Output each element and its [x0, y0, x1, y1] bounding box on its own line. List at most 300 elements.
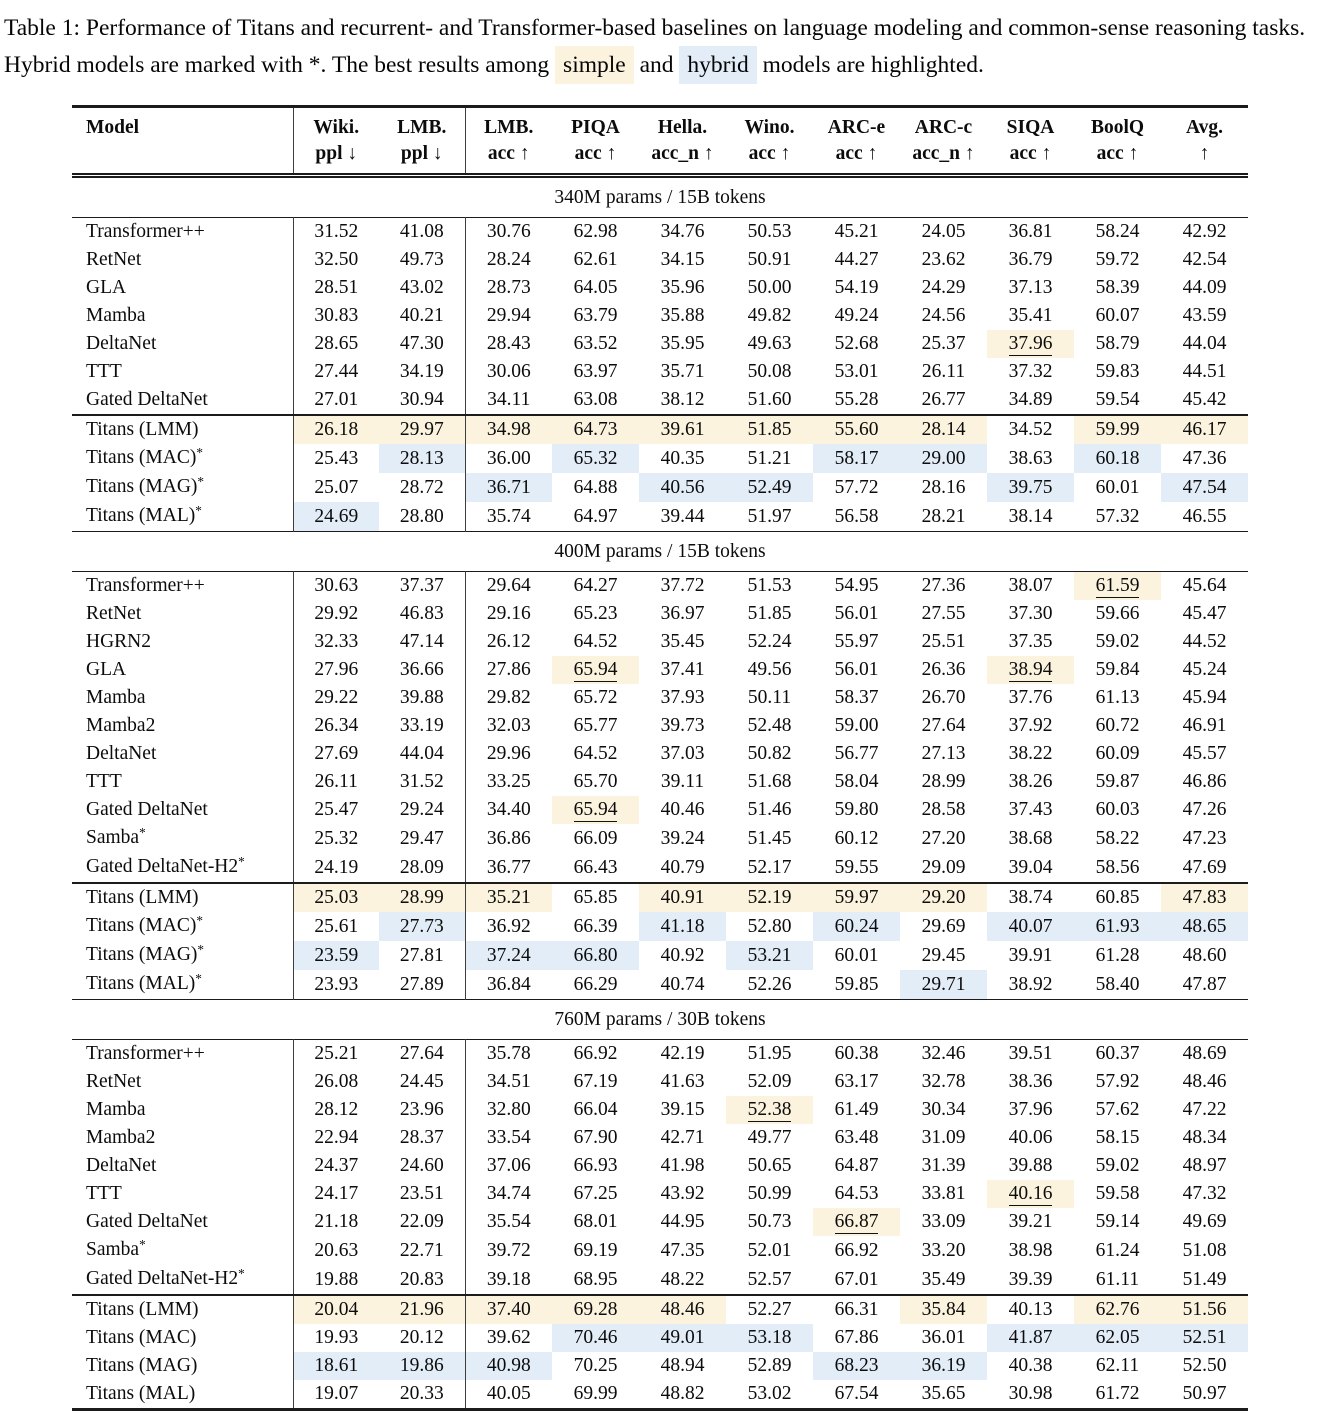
metric-value: 65.85 [573, 887, 618, 908]
caption-text-middle: and [639, 52, 674, 78]
metric-value: 39.15 [660, 1099, 705, 1120]
metric-value: 37.35 [1008, 631, 1053, 652]
metric-value: 44.52 [1182, 631, 1227, 652]
metric-value: 31.52 [314, 221, 359, 242]
metric-value: 61.49 [834, 1099, 879, 1120]
model-name: TTT [72, 768, 293, 796]
model-name: Titans (MAG)* [72, 941, 293, 970]
metric-value: 35.65 [921, 1383, 966, 1404]
metric-value: 48.94 [660, 1355, 705, 1376]
baselines-group [72, 572, 1248, 884]
metric-value: 24.29 [921, 277, 966, 298]
metric-value: 52.50 [1182, 1355, 1227, 1376]
model-name: Titans (MAC)* [72, 912, 293, 941]
table-row [72, 796, 1248, 824]
metric-value: 25.07 [314, 476, 359, 498]
metric-value: 47.22 [1182, 1099, 1227, 1120]
table-header [72, 107, 1248, 176]
metric-value: 38.68 [1008, 827, 1053, 849]
metric-value: 37.76 [1008, 687, 1053, 708]
column-header: PIQA acc ↑ [571, 117, 620, 164]
metric-value: 44.04 [379, 740, 465, 768]
metric-value: 47.26 [1182, 799, 1227, 820]
table-row [72, 684, 1248, 712]
metric-value: 57.32 [1095, 505, 1140, 527]
metric-value: 20.83 [379, 1265, 465, 1295]
table-row [72, 444, 1248, 473]
metric-value: 39.73 [660, 715, 705, 736]
model-name: Transformer++ [72, 1040, 293, 1069]
metric-value: 36.97 [660, 603, 705, 624]
metric-value: 26.12 [486, 631, 531, 652]
metric-value: 38.92 [1008, 973, 1053, 995]
metric-value: 31.09 [921, 1127, 966, 1148]
metric-value: 28.43 [486, 333, 531, 354]
metric-value: 61.24 [1095, 1239, 1140, 1261]
metric-value: 32.46 [921, 1043, 966, 1064]
metric-value: 52.48 [747, 715, 792, 736]
metric-value: 40.92 [660, 944, 705, 966]
metric-value: 33.81 [921, 1183, 966, 1204]
metric-value: 56.58 [834, 505, 879, 527]
metric-value: 36.79 [1008, 249, 1053, 270]
metric-value: 52.09 [747, 1071, 792, 1092]
model-name: Samba* [72, 1236, 293, 1265]
metric-value: 49.63 [747, 333, 792, 354]
metric-value: 48.65 [1161, 912, 1248, 941]
metric-value: 34.52 [1008, 419, 1053, 440]
metric-value: 30.83 [314, 305, 359, 326]
metric-value: 59.97 [813, 883, 900, 912]
table-row [72, 912, 1248, 941]
metric-value: 49.69 [1182, 1211, 1227, 1232]
metric-value: 29.64 [486, 575, 531, 596]
model-name: Gated DeltaNet [72, 386, 293, 415]
metric-value: 24.05 [921, 221, 966, 242]
table-caption [0, 0, 1318, 84]
metric-value: 70.25 [573, 1355, 618, 1376]
underlined-value: 37.96 [1008, 333, 1053, 354]
metric-value: 62.76 [1074, 1295, 1161, 1324]
metric-value: 51.97 [747, 505, 792, 527]
metric-value: 22.94 [314, 1127, 359, 1148]
table-row [72, 768, 1248, 796]
metric-value: 26.77 [921, 389, 966, 410]
metric-value: 59.85 [834, 973, 879, 995]
metric-value: 48.22 [660, 1268, 705, 1290]
table-row [72, 1096, 1248, 1124]
metric-value: 68.01 [573, 1211, 618, 1232]
metric-value: 42.19 [660, 1043, 705, 1064]
metric-value: 45.42 [1182, 389, 1227, 410]
metric-value: 24.69 [293, 502, 379, 532]
metric-value: 56.01 [834, 659, 879, 680]
metric-value: 27.89 [379, 970, 465, 1000]
table-row [72, 740, 1248, 768]
metric-value: 27.86 [486, 659, 531, 680]
metric-value: 37.06 [486, 1155, 531, 1176]
metric-value: 37.92 [1008, 715, 1053, 736]
metric-value: 23.96 [379, 1096, 465, 1124]
hybrid-asterisk: * [238, 1266, 245, 1282]
metric-value: 45.64 [1182, 575, 1227, 596]
metric-value: 60.72 [1095, 715, 1140, 736]
metric-value: 63.52 [573, 333, 618, 354]
metric-value: 27.55 [921, 603, 966, 624]
hybrid-asterisk: * [195, 971, 202, 987]
table-row [72, 1152, 1248, 1180]
metric-value: 20.12 [379, 1324, 465, 1352]
baselines-group [72, 218, 1248, 416]
metric-value: 64.27 [573, 575, 618, 596]
metric-value: 59.83 [1095, 361, 1140, 382]
metric-value: 60.07 [1095, 305, 1140, 326]
table-row [72, 1352, 1248, 1380]
metric-value: 46.55 [1182, 505, 1227, 527]
metric-value: 35.71 [660, 361, 705, 382]
underlined-value: 40.16 [1008, 1183, 1053, 1204]
model-name: RetNet [72, 246, 293, 274]
metric-value: 39.61 [639, 415, 726, 444]
metric-value: 52.26 [747, 973, 792, 995]
metric-value: 58.22 [1095, 827, 1140, 849]
metric-value: 59.02 [1095, 631, 1140, 652]
metric-value: 28.09 [379, 853, 465, 883]
metric-value: 26.11 [314, 771, 358, 792]
metric-value: 36.84 [486, 973, 531, 995]
metric-value: 25.61 [314, 915, 359, 937]
metric-value: 23.51 [379, 1180, 465, 1208]
table-row [72, 712, 1248, 740]
metric-value: 64.97 [573, 505, 618, 527]
metric-value: 45.21 [834, 221, 879, 242]
metric-value: 65.23 [573, 603, 618, 624]
metric-value: 43.59 [1182, 305, 1227, 326]
metric-value: 64.53 [834, 1183, 879, 1204]
metric-value: 40.38 [1008, 1355, 1053, 1376]
metric-value: 45.47 [1182, 603, 1227, 624]
underlined-value: 66.87 [834, 1211, 879, 1232]
metric-value: 27.01 [314, 389, 359, 410]
metric-value: 60.12 [834, 827, 879, 849]
metric-value: 43.92 [660, 1183, 705, 1204]
metric-value: 50.53 [747, 221, 792, 242]
metric-value: 35.54 [486, 1211, 531, 1232]
column-header: LMB. ppl ↓ [379, 107, 465, 176]
metric-value: 29.16 [486, 603, 531, 624]
metric-value: 60.03 [1095, 799, 1140, 820]
metric-value: 37.41 [660, 659, 705, 680]
metric-value: 40.06 [1008, 1127, 1053, 1148]
metric-value: 24.60 [379, 1152, 465, 1180]
model-name: DeltaNet [72, 330, 293, 358]
metric-value: 65.72 [573, 687, 618, 708]
metric-value: 21.96 [379, 1295, 465, 1324]
metric-value: 32.50 [314, 249, 359, 270]
metric-value [987, 330, 1074, 358]
metric-value: 35.41 [1008, 305, 1053, 326]
metric-value: 47.87 [1182, 973, 1227, 995]
metric-value: 35.96 [660, 277, 705, 298]
metric-value: 34.76 [660, 221, 705, 242]
metric-value: 37.32 [1008, 361, 1053, 382]
underlined-value: 61.59 [1095, 575, 1140, 596]
table-row [72, 656, 1248, 684]
metric-value: 51.85 [747, 603, 792, 624]
metric-value: 29.94 [486, 305, 531, 326]
table-row [72, 572, 1248, 601]
metric-value: 22.09 [379, 1208, 465, 1236]
metric-value: 47.30 [379, 330, 465, 358]
metric-value: 59.14 [1095, 1211, 1140, 1232]
metric-value: 29.20 [900, 883, 987, 912]
metric-value: 59.54 [1095, 389, 1140, 410]
metric-value: 42.54 [1182, 249, 1227, 270]
metric-value: 24.17 [314, 1183, 359, 1204]
metric-value: 29.09 [921, 856, 966, 878]
table-row [72, 330, 1248, 358]
metric-value: 67.86 [834, 1327, 879, 1348]
metric-value: 38.36 [1008, 1071, 1053, 1092]
metric-value: 59.72 [1095, 249, 1140, 270]
metric-value: 27.96 [314, 659, 359, 680]
header-row [72, 107, 1248, 176]
titans-group [72, 1295, 1248, 1410]
metric-value: 65.32 [552, 444, 639, 473]
metric-value: 21.18 [314, 1211, 359, 1232]
metric-value: 27.64 [379, 1040, 465, 1069]
metric-value: 52.17 [747, 856, 792, 878]
metric-value: 29.71 [900, 970, 987, 1000]
model-name: DeltaNet [72, 1152, 293, 1180]
table-row [72, 1265, 1248, 1295]
metric-value: 48.82 [660, 1383, 705, 1404]
metric-value: 46.91 [1182, 715, 1227, 736]
metric-value: 40.07 [987, 912, 1074, 941]
metric-value: 47.36 [1182, 447, 1227, 469]
metric-value: 29.97 [379, 415, 465, 444]
metric-value: 28.80 [379, 502, 465, 532]
metric-value: 28.14 [900, 415, 987, 444]
metric-value: 32.33 [314, 631, 359, 652]
metric-value: 29.24 [379, 796, 465, 824]
model-name: Titans (MAL)* [72, 502, 293, 532]
metric-value: 36.19 [900, 1352, 987, 1380]
metric-value: 51.46 [747, 799, 792, 820]
model-name: RetNet [72, 1068, 293, 1096]
metric-value: 39.72 [486, 1239, 531, 1261]
metric-value: 47.35 [660, 1239, 705, 1261]
metric-value: 38.63 [1008, 447, 1053, 469]
metric-value: 27.36 [921, 575, 966, 596]
model-name: Gated DeltaNet [72, 1208, 293, 1236]
metric-value: 28.65 [314, 333, 359, 354]
metric-value: 44.27 [834, 249, 879, 270]
results-table-wrapper [72, 105, 1318, 1411]
section-title-row [72, 176, 1248, 218]
metric-value: 52.19 [726, 883, 813, 912]
metric-value: 58.15 [1095, 1127, 1140, 1148]
model-name: Samba* [72, 824, 293, 853]
metric-value: 58.04 [834, 771, 879, 792]
metric-value: 42.71 [660, 1127, 705, 1148]
metric-value: 28.16 [921, 476, 966, 498]
metric-value: 36.00 [486, 447, 531, 469]
table-row [72, 1040, 1248, 1069]
metric-value: 51.08 [1182, 1239, 1227, 1261]
table-row [72, 970, 1248, 1000]
underlined-value: 65.94 [573, 799, 618, 820]
metric-value: 34.19 [379, 358, 465, 386]
metric-value: 53.02 [747, 1383, 792, 1404]
metric-value: 57.72 [834, 476, 879, 498]
table-row [72, 386, 1248, 415]
metric-value: 26.18 [293, 415, 379, 444]
metric-value: 26.34 [314, 715, 359, 736]
metric-value: 34.98 [465, 415, 552, 444]
metric-value: 20.33 [379, 1380, 465, 1410]
metric-value [987, 656, 1074, 684]
metric-value: 51.85 [726, 415, 813, 444]
metric-value: 24.45 [379, 1068, 465, 1096]
metric-value: 28.99 [379, 883, 465, 912]
metric-value: 67.01 [834, 1268, 879, 1290]
metric-value: 34.40 [486, 799, 531, 820]
column-header: BoolQ acc ↑ [1090, 117, 1145, 164]
table-row [72, 502, 1248, 532]
metric-value: 39.24 [660, 827, 705, 849]
metric-value: 59.02 [1095, 1155, 1140, 1176]
metric-value: 37.40 [465, 1295, 552, 1324]
metric-value: 38.98 [1008, 1239, 1053, 1261]
metric-value: 46.86 [1182, 771, 1227, 792]
metric-value: 31.39 [921, 1155, 966, 1176]
metric-value: 38.74 [1008, 887, 1053, 908]
metric-value: 64.52 [573, 743, 618, 764]
metric-value: 47.83 [1161, 883, 1248, 912]
metric-value: 34.11 [487, 389, 531, 410]
metric-value: 24.37 [314, 1155, 359, 1176]
metric-value: 41.08 [379, 218, 465, 247]
metric-value: 25.47 [314, 799, 359, 820]
column-header: Wino. acc ↑ [744, 117, 795, 164]
metric-value: 64.52 [573, 631, 618, 652]
metric-value: 52.57 [747, 1268, 792, 1290]
metric-value: 55.97 [834, 631, 879, 652]
metric-value: 40.91 [639, 883, 726, 912]
model-name: Titans (MAL) [72, 1380, 293, 1410]
model-name: Gated DeltaNet [72, 796, 293, 824]
table-row [72, 358, 1248, 386]
metric-value: 46.17 [1161, 415, 1248, 444]
metric-value: 28.37 [379, 1124, 465, 1152]
metric-value: 51.45 [747, 827, 792, 849]
metric-value: 27.69 [314, 743, 359, 764]
metric-value: 59.80 [834, 799, 879, 820]
metric-value: 40.79 [660, 856, 705, 878]
table-row [72, 218, 1248, 247]
metric-value: 33.19 [379, 712, 465, 740]
metric-value: 50.91 [747, 249, 792, 270]
model-name: Mamba2 [72, 1124, 293, 1152]
metric-value: 61.72 [1095, 1383, 1140, 1404]
metric-value: 40.35 [660, 447, 705, 469]
metric-value: 51.53 [747, 575, 792, 596]
metric-value: 34.51 [486, 1071, 531, 1092]
metric-value: 30.34 [921, 1099, 966, 1120]
metric-value: 29.69 [921, 915, 966, 937]
table-row [72, 1380, 1248, 1410]
metric-value: 22.71 [379, 1236, 465, 1265]
metric-value: 66.31 [834, 1299, 879, 1320]
metric-value: 25.43 [314, 447, 359, 469]
metric-value [552, 796, 639, 824]
table-row [72, 1180, 1248, 1208]
metric-value: 35.88 [660, 305, 705, 326]
column-header: SIQA acc ↑ [1006, 117, 1055, 164]
metric-value: 41.63 [660, 1071, 705, 1092]
metric-value: 23.62 [921, 249, 966, 270]
metric-value [1074, 572, 1161, 601]
metric-value: 29.45 [921, 944, 966, 966]
metric-value: 33.09 [921, 1211, 966, 1232]
metric-value: 67.25 [573, 1183, 618, 1204]
metric-value: 27.44 [314, 361, 359, 382]
hybrid-asterisk: * [139, 825, 146, 841]
metric-value: 28.73 [486, 277, 531, 298]
metric-value: 44.95 [660, 1211, 705, 1232]
column-header-model: Model [72, 107, 293, 176]
metric-value: 52.89 [747, 1355, 792, 1376]
metric-value: 70.46 [552, 1324, 639, 1352]
metric-value: 29.47 [379, 824, 465, 853]
metric-value: 62.61 [573, 249, 618, 270]
metric-value: 49.56 [747, 659, 792, 680]
metric-value: 19.88 [314, 1268, 359, 1290]
table-row [72, 600, 1248, 628]
metric-value: 28.58 [921, 799, 966, 820]
metric-value: 47.32 [1182, 1183, 1227, 1204]
metric-value: 59.99 [1074, 415, 1161, 444]
metric-value: 66.09 [573, 827, 618, 849]
model-name: Gated DeltaNet-H2* [72, 1265, 293, 1295]
metric-value: 49.73 [379, 246, 465, 274]
metric-value: 69.19 [573, 1239, 618, 1261]
model-name: Titans (MAG)* [72, 473, 293, 502]
model-name: Titans (LMM) [72, 1295, 293, 1324]
table-row [72, 274, 1248, 302]
metric-value: 65.70 [573, 771, 618, 792]
metric-value: 60.18 [1074, 444, 1161, 473]
metric-value: 28.13 [379, 444, 465, 473]
hybrid-asterisk: * [197, 942, 205, 958]
metric-value: 35.95 [660, 333, 705, 354]
metric-value: 63.79 [573, 305, 618, 326]
metric-value: 60.38 [834, 1043, 879, 1064]
table-row [72, 824, 1248, 853]
metric-value: 55.28 [834, 389, 879, 410]
metric-value: 44.09 [1182, 277, 1227, 298]
metric-value: 39.39 [1008, 1268, 1053, 1290]
metric-value: 50.82 [747, 743, 792, 764]
metric-value: 53.01 [834, 361, 879, 382]
metric-value: 32.78 [921, 1071, 966, 1092]
metric-value: 37.72 [660, 575, 705, 596]
metric-value: 26.11 [921, 361, 966, 382]
metric-value: 64.87 [834, 1155, 879, 1176]
metric-value: 35.49 [921, 1268, 966, 1290]
metric-value: 40.13 [1008, 1299, 1053, 1320]
